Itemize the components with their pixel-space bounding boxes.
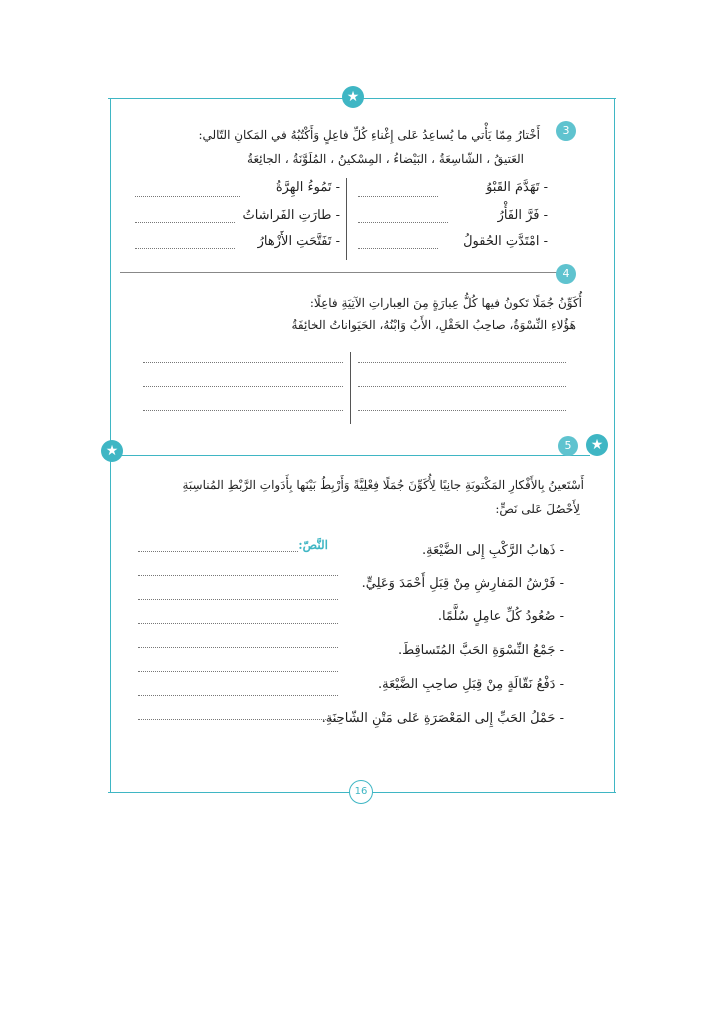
- exercise-3-item: - امْتَدَّتِ الحُقولُ: [463, 234, 548, 249]
- answer-line[interactable]: [138, 647, 338, 648]
- exercise-3-item: - طارَتِ الفَراشاتُ: [242, 208, 340, 223]
- answer-line[interactable]: [358, 410, 566, 411]
- answer-line[interactable]: [143, 410, 343, 411]
- exercise-5-instruction-line2: لِأَحْصُلَ عَلى نَصٍّ:: [495, 502, 580, 516]
- exercise-3-instruction: أَخْتارُ مِمّا يَأْتي ما يُساعِدُ عَلى إِغْناءِ كُلِّ فاعِلٍ وَأَكْتُبُهُ في المَكانِ التّالي:: [198, 128, 540, 142]
- exercise-4-column-divider: [350, 352, 351, 424]
- answer-line[interactable]: [135, 222, 235, 223]
- answer-line[interactable]: [358, 386, 566, 387]
- idea-item: - جَمْعُ النِّسْوَةِ الحَبَّ المُتَساقِطَ.: [398, 643, 564, 658]
- answer-line[interactable]: [138, 551, 298, 552]
- idea-item: - ذَهابُ الرَّكْبِ إِلى الضَّيْعَةِ.: [421, 543, 564, 558]
- exercise-3-item: - تَفَتَّحَتِ الأَزْهارُ: [257, 234, 340, 249]
- answer-line[interactable]: [358, 362, 566, 363]
- answer-line[interactable]: [135, 248, 235, 249]
- exercise-4-instruction: أُكَوِّنُ جُمَلًا تَكونُ فيها كُلُّ عِبارَةٍ مِنَ العِباراتِ الآتِيَةِ فاعِلًا:: [309, 296, 582, 310]
- answer-line[interactable]: [138, 695, 338, 696]
- answer-line[interactable]: [138, 671, 338, 672]
- text-label: النَّصّ:: [298, 538, 328, 552]
- section-divider: [120, 272, 565, 273]
- exercise-4-badge: 4: [556, 264, 576, 284]
- answer-line[interactable]: [138, 623, 338, 624]
- exercise-3-item: - تَهَدَّمَ القَبْوُ: [486, 180, 548, 195]
- top-star-icon: ★: [342, 86, 364, 108]
- answer-line[interactable]: [138, 719, 338, 720]
- answer-line[interactable]: [138, 575, 338, 576]
- answer-line[interactable]: [138, 599, 338, 600]
- answer-line[interactable]: [143, 386, 343, 387]
- idea-item: - دَفْعُ نَقّالَةٍ مِنْ قِبَلِ صاحِبِ الضَّيْعَةِ.: [378, 677, 564, 692]
- exercise-4-phrases: هَؤُلاءِ النِّسْوَةُ، صاحِبُ الحَقْلِ، الأَبُ وَابْنُهُ، الحَيَواناتُ الخائِفَةُ: [291, 318, 576, 332]
- left-star-icon: ★: [101, 440, 123, 462]
- idea-item: - حَمْلُ الحَبِّ إِلى المَعْصَرَةِ عَلى مَتْنِ الشّاحِنَةِ.: [321, 711, 564, 726]
- answer-line[interactable]: [358, 196, 438, 197]
- exercise-3-item: - فَرَّ الفَأْرُ: [497, 208, 548, 223]
- exercise-3-badge: 3: [556, 121, 576, 141]
- exercise-5-instruction-line1: أَسْتَعينُ بِالأَفْكارِ المَكْتوبَةِ جانِبًا لِأُكَوِّنَ جُمَلًا فِعْلِيَّةً وَأَرْبِطُ بَيْنَها بِأَدَواتِ الرَّبْطِ المُناسِبَةِ: [182, 478, 584, 492]
- idea-item: - فَرْشُ المَفارِشِ مِنْ قِبَلِ أَحْمَدَ وَعَلِيٍّ.: [361, 576, 564, 591]
- exercise-3-word-bank: العَتيقُ ، الشّاسِعَةُ ، البَيْضاءُ ، المِسْكينُ ، المُلَوَّنَةُ ، الجائِعَةُ: [247, 152, 524, 166]
- exercise-5-badge: 5: [558, 436, 578, 456]
- answer-line[interactable]: [143, 362, 343, 363]
- idea-item: - صُعُودُ كُلِّ عامِلٍ سُلَّمًا.: [437, 609, 564, 624]
- page-number: 16: [349, 780, 373, 804]
- exercise-3-column-divider: [346, 178, 347, 260]
- right-star-icon: ★: [586, 434, 608, 456]
- right-frame-line: [614, 98, 615, 792]
- answer-line[interactable]: [358, 222, 448, 223]
- answer-line[interactable]: [358, 248, 438, 249]
- exercise-3-item: - تَمُوءُ الهِرَّةُ: [275, 180, 340, 195]
- answer-line[interactable]: [135, 196, 240, 197]
- section-divider-ornament: [120, 455, 590, 456]
